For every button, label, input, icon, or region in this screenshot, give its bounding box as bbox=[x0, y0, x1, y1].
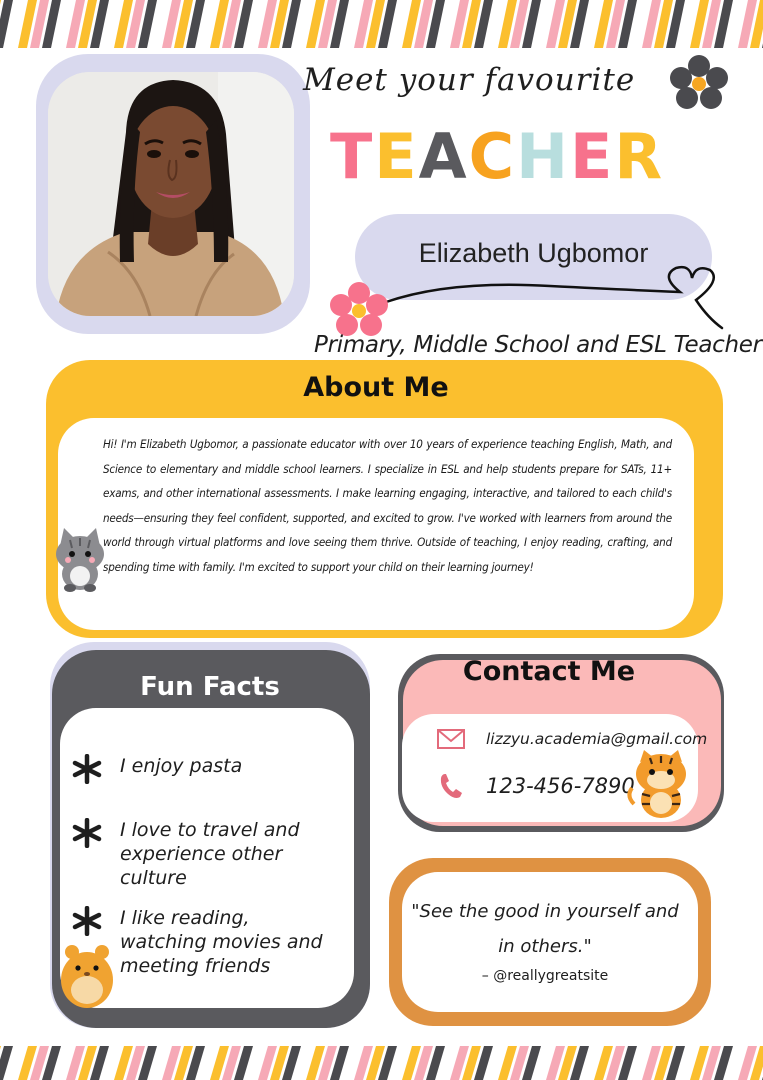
pink-flower-icon bbox=[330, 282, 388, 338]
asterisk-bullet-icon bbox=[72, 818, 102, 848]
asterisk-bullet-icon bbox=[72, 754, 102, 784]
top-stripe-border bbox=[0, 0, 763, 48]
asterisk-bullet-icon bbox=[72, 906, 102, 936]
teacher-role: Primary, Middle School and ESL Teacher bbox=[314, 332, 762, 358]
title-letter: C bbox=[468, 120, 517, 193]
quote-source: – @reallygreatsite bbox=[481, 968, 609, 984]
heart-swirl-decoration bbox=[330, 262, 730, 336]
hamster-sticker-icon bbox=[58, 940, 116, 1010]
stripe-bar bbox=[0, 1046, 13, 1080]
fun-fact-text: I like reading, watching movies and meeting friends bbox=[120, 907, 323, 977]
contact-phone[interactable]: 123-456-7890 bbox=[486, 774, 635, 798]
quote-text: "See the good in yourself and in others." bbox=[411, 901, 679, 957]
contact-email[interactable]: lizzyu.academia@gmail.com bbox=[486, 730, 708, 748]
title-letter: E bbox=[374, 120, 419, 193]
fun-fact-item bbox=[72, 818, 330, 890]
title-letter: A bbox=[418, 120, 469, 193]
fun-fact-text: I love to travel and experience other culture bbox=[120, 819, 300, 889]
tiger-sticker-icon bbox=[626, 748, 696, 822]
bottom-stripe-border bbox=[0, 1046, 763, 1080]
title-letter: E bbox=[570, 120, 615, 193]
fun-fact-text: I enjoy pasta bbox=[120, 755, 243, 777]
title-letter: H bbox=[516, 120, 571, 193]
phone-icon bbox=[436, 771, 466, 801]
about-body: Hi! I'm Elizabeth Ugbomor, a passionate educator with over 10 years of experience teaching English, Math, and Science to elementary and middle school learners. I specialize in ESL and help students prepare for SATs, 11+ exams, and other international assessments. I make learning engaging, interactive, and tailored to each child's needs—ensuring they feel confident, supported, and excited to grow. I've worked with learners from around the world through virtual platforms and love seeing them thrive. Outside of teaching, I enjoy reading, crafting, and spending time with family. I'm excited to support your child on their learning journey! bbox=[103, 437, 672, 574]
title-letter: R bbox=[614, 120, 665, 193]
about-heading: About Me bbox=[303, 372, 449, 403]
gray-flower-icon bbox=[669, 54, 729, 110]
stripe-bar bbox=[0, 0, 13, 48]
contact-phone-row[interactable] bbox=[436, 771, 635, 801]
teacher-name: Elizabeth Ugbomor bbox=[418, 238, 649, 268]
fun-fact-item bbox=[72, 754, 330, 784]
teacher-heading bbox=[330, 120, 665, 193]
cat-sticker-icon bbox=[48, 526, 112, 592]
contact-heading: Contact Me bbox=[462, 656, 636, 687]
title-letter: T bbox=[330, 120, 375, 193]
fun-facts-heading: Fun Facts bbox=[140, 672, 280, 702]
meet-subtitle: Meet your favourite bbox=[303, 62, 636, 98]
teacher-photo bbox=[48, 72, 294, 316]
envelope-icon bbox=[436, 724, 466, 754]
